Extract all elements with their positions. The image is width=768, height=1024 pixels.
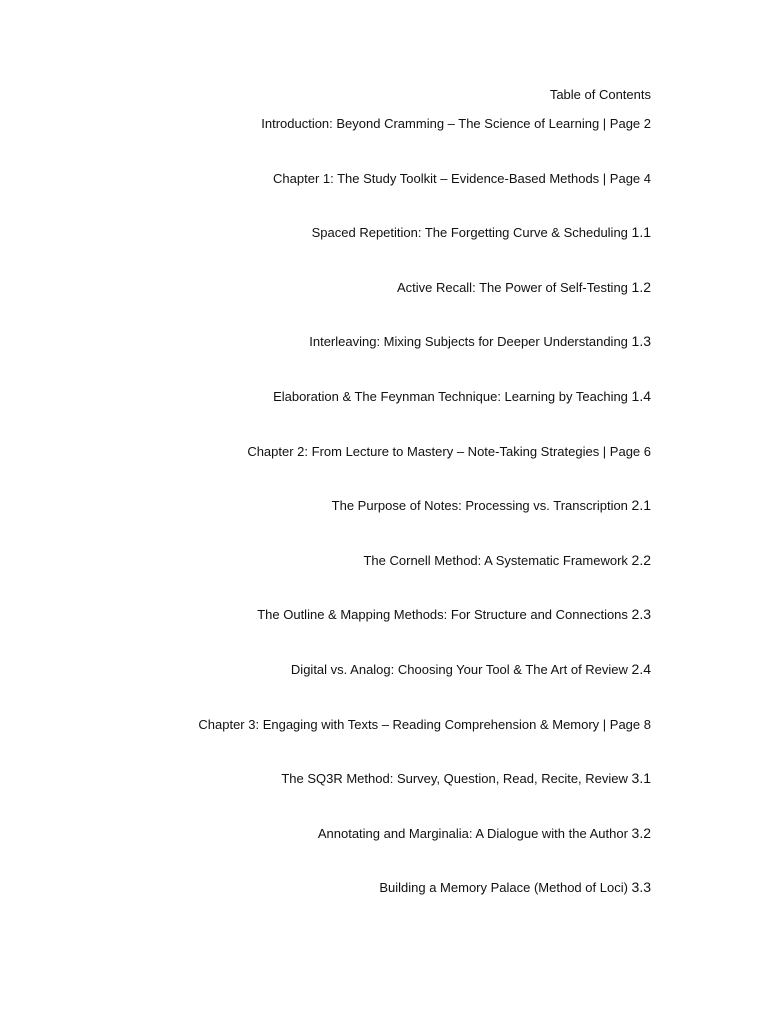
toc-entry-3-3 xyxy=(51,878,651,896)
toc-entry-3-1 xyxy=(51,769,651,787)
toc-title: Table of Contents xyxy=(549,87,651,102)
toc-entry-text: The Purpose of Notes: Processing vs. Transcription xyxy=(331,498,632,514)
toc-entry-number: 2.3 xyxy=(631,606,651,623)
toc-entry-text: Building a Memory Palace (Method of Loci) xyxy=(379,880,632,896)
toc-entry-text: The Cornell Method: A Systematic Framework xyxy=(363,552,632,568)
toc-entry-chapter-3 xyxy=(51,715,651,733)
toc-entry-2-4 xyxy=(51,660,651,678)
toc-entry-text: Spaced Repetition: The Forgetting Curve & Scheduling xyxy=(311,225,632,241)
table-of-contents xyxy=(51,86,651,933)
toc-entry-1-1 xyxy=(51,223,651,241)
toc-entry-chapter-2 xyxy=(51,442,651,460)
toc-entry-number: 3.1 xyxy=(631,770,651,787)
toc-entry-chapter-1 xyxy=(51,169,651,187)
toc-entry-number: 2.1 xyxy=(631,497,651,514)
toc-entry-text: Introduction: Beyond Cramming – The Science of Learning | Page 2 xyxy=(261,116,651,131)
toc-entry-text: The SQ3R Method: Survey, Question, Read, Recite, Review xyxy=(281,771,632,787)
toc-entry-number: 1.3 xyxy=(631,333,651,350)
toc-entry-introduction xyxy=(51,114,651,132)
toc-entry-number: 3.2 xyxy=(631,824,651,841)
toc-list xyxy=(51,114,651,896)
toc-entry-2-2 xyxy=(51,551,651,569)
toc-entry-number: 2.4 xyxy=(631,660,651,677)
toc-entry-text: Annotating and Marginalia: A Dialogue with the Author xyxy=(317,825,632,841)
toc-entry-text: Digital vs. Analog: Choosing Your Tool & The Art of Review xyxy=(290,661,632,677)
toc-entry-number: 1.1 xyxy=(631,224,651,241)
toc-entry-number: 2.2 xyxy=(631,551,651,568)
toc-entry-1-4 xyxy=(51,387,651,405)
toc-entry-text: Chapter 3: Engaging with Texts – Reading Comprehension & Memory | Page 8 xyxy=(198,716,651,732)
toc-entry-3-2 xyxy=(51,824,651,842)
toc-entry-text: Chapter 1: The Study Toolkit – Evidence-Based Methods | Page 4 xyxy=(273,170,651,186)
toc-entry-1-3 xyxy=(51,332,651,350)
toc-entry-text: Active Recall: The Power of Self-Testing xyxy=(396,279,632,295)
toc-entry-number: 1.4 xyxy=(631,387,651,404)
toc-entry-2-3 xyxy=(51,605,651,623)
toc-entry-1-2 xyxy=(51,278,651,296)
toc-entry-text: Elaboration & The Feynman Technique: Learning by Teaching xyxy=(273,388,632,404)
toc-entry-text: Interleaving: Mixing Subjects for Deeper Understanding xyxy=(309,334,632,350)
toc-entry-2-1 xyxy=(51,496,651,514)
toc-entry-text: The Outline & Mapping Methods: For Structure and Connections xyxy=(257,607,632,623)
toc-entry-number: 1.2 xyxy=(631,278,651,295)
toc-entry-number: 3.3 xyxy=(631,879,651,896)
toc-entry-text: Chapter 2: From Lecture to Mastery – Note-Taking Strategies | Page 6 xyxy=(247,443,651,459)
